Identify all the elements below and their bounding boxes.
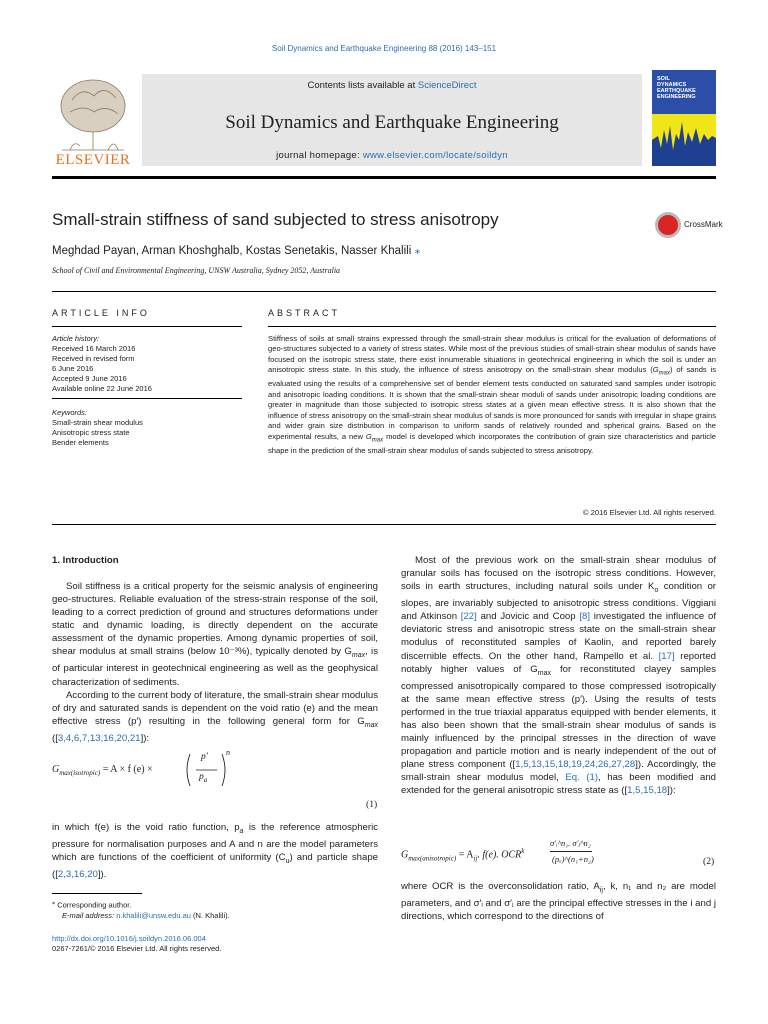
paragraph	[52, 821, 378, 881]
article-title: Small-strain stiffness of sand subjected to stress anisotropy	[52, 210, 499, 229]
text-run: Most of the previous work on the small-strain shear modulus of granular soils has focused on the isotropic stress conditions. However, soils in earth structures, including natural soils under K	[401, 555, 716, 593]
keyword-item: Small-strain shear modulus	[52, 418, 143, 427]
paragraph	[401, 554, 716, 798]
citation-link[interactable]: 3,4,6,7,13,16,20,21	[57, 732, 141, 744]
paragraph	[52, 689, 378, 745]
equation-2-number: (2)	[703, 856, 715, 867]
citation-link[interactable]: 1,5,13,15,18,19,24,26,27,28	[515, 759, 636, 771]
text-run: ) and particle shape ([	[52, 852, 378, 881]
journal-title: Soil Dynamics and Earthquake Engineering	[225, 112, 559, 133]
gmax-symbol: G	[652, 365, 659, 375]
cover-title-line: SOIL	[657, 76, 670, 82]
email-link[interactable]: n.khalili@unsw.edu.au	[116, 910, 191, 920]
doi-link[interactable]: http://dx.doi.org/10.1016/j.soildyn.2016.06.004	[52, 934, 206, 943]
gmax-symbol: G	[365, 431, 372, 441]
text-run: , k, n₁ and n₂ are model parameters, and σ′ᵢ and σ′ⱼ are the principal effective stresses in the i and j directions, which correspond to the directions of	[401, 881, 716, 923]
eq2-fraction-bar	[550, 851, 592, 852]
journal-cover-thumbnail	[652, 70, 716, 166]
eq1-denominator	[199, 772, 207, 784]
info-top-rule	[52, 326, 242, 327]
contents-line	[142, 80, 642, 91]
rights-line: 0267-7261/© 2016 Elsevier Ltd. All rights reserved.	[52, 944, 222, 953]
text-run: is the reference atmospheric pressure for normalisation purposes and A and n are the model parameters which are functions of the coefficient of uniformity (C	[52, 822, 378, 864]
text-run: ]):	[667, 785, 676, 797]
citation-link[interactable]: [8]	[579, 611, 591, 623]
text-run: ij	[599, 886, 603, 894]
text-run: investigated the influence of deviatoric stress and anisotropic stress state on the small-strain shear modulus of reconstituted samples of Kaolin, and reported barely discernible effects. On the other hand, Rampello et al.	[401, 611, 716, 662]
eq-rhs: = A × f (e) ×	[102, 764, 153, 775]
abstract-copyright: © 2016 Elsevier Ltd. All rights reserved.	[582, 508, 716, 517]
eq-subscript: max(anisotropic)	[408, 854, 457, 863]
equation-1-number: (1)	[366, 799, 378, 810]
text-run: condition or slopes, are invariably subjected to anisotropic stress conditions. Viggiani and Atkinson	[401, 581, 716, 623]
abstract-bottom-rule	[52, 524, 716, 525]
equation-1	[52, 764, 153, 777]
abstract-text	[268, 334, 716, 456]
text-run: , has been modified and extended for the general anisotropic stress state as ([	[401, 772, 716, 797]
corresponding-author-mark[interactable]: ⁎	[414, 245, 421, 257]
text-run: ]). Accordingly, the small-strain shear modulus model,	[401, 759, 716, 784]
eq-symbol: G	[52, 764, 60, 775]
keywords-label: Keywords:	[52, 408, 88, 417]
journal-banner	[142, 74, 642, 166]
homepage-link[interactable]: www.elsevier.com/locate/soildyn	[362, 150, 508, 161]
eq-subscript: ij	[473, 854, 478, 863]
footnote-mark: ⁎	[52, 899, 56, 906]
eq-symbol: G	[401, 849, 409, 861]
masthead-rule	[52, 176, 716, 179]
section-heading-introduction: 1. Introduction	[52, 555, 119, 566]
equation-link[interactable]: Eq. (1)	[565, 772, 599, 784]
text-run: ]).	[97, 869, 107, 881]
author-list	[52, 243, 420, 257]
paragraph	[52, 580, 378, 689]
crossmark-badge[interactable]	[655, 212, 723, 240]
text-run: ([	[52, 732, 58, 744]
text-run: in which f(e) is the void ratio function, p	[52, 822, 240, 833]
homepage-prefix: journal homepage:	[276, 150, 363, 161]
eq-rhs: . f(e). OCR	[477, 849, 522, 861]
footnote-email	[52, 911, 230, 921]
crossmark-label: CrossMark	[684, 220, 723, 229]
sciencedirect-link[interactable]: ScienceDirect	[417, 80, 477, 91]
text-run: ]):	[140, 732, 150, 744]
history-item: Received in revised form	[52, 354, 135, 363]
gmax-subscript: max	[658, 370, 670, 377]
eq2-denominator: (pₐ)^(n₁+n₂)	[552, 854, 594, 864]
text-run: o	[654, 587, 659, 595]
paragraph	[401, 880, 716, 923]
eq-symbol: p	[199, 772, 204, 782]
crossmark-icon	[655, 212, 681, 238]
text-run: where OCR is the overconsolidation ratio, A	[401, 881, 600, 892]
eq1-numerator: p′	[201, 752, 208, 762]
abstract-heading: ABSTRACT	[268, 308, 341, 318]
right-column-top	[401, 554, 716, 798]
affiliation: School of Civil and Environmental Engineering, UNSW Australia, Sydney 2052, Australia	[52, 266, 341, 275]
info-divider	[52, 398, 242, 408]
citation-link[interactable]: 2,3,16,20	[57, 869, 98, 881]
history-item: Available online 22 June 2016	[52, 384, 152, 393]
text-run: , is of particular interest in geotechnical engineering as well as the geophysical characterization of sediments.	[52, 646, 378, 688]
cover-title-line: EARTHQUAKE	[657, 88, 696, 94]
text-run: reported notably higher values of G	[401, 650, 716, 675]
title-rule	[52, 291, 716, 292]
gmax-subscript: max	[371, 437, 384, 444]
cover-title-line: DYNAMICS	[657, 82, 687, 88]
equation-2	[401, 847, 524, 862]
footnote-rule	[52, 893, 142, 894]
left-column-bottom	[52, 821, 378, 881]
article-info-heading: ARTICLE INFO	[52, 308, 150, 318]
keyword-item: Bender elements	[52, 438, 109, 447]
citation-link[interactable]: 1,5,15,18	[627, 785, 668, 797]
cover-title	[657, 76, 696, 100]
homepage-line	[142, 150, 642, 161]
citation-link[interactable]: [22]	[460, 611, 477, 623]
footnote-corresponding	[52, 898, 230, 911]
history-item: Accepted 9 June 2016	[52, 374, 127, 383]
journal-reference[interactable]: Soil Dynamics and Earthquake Engineering 88 (2016) 143–151	[271, 44, 497, 53]
text-run: max	[351, 652, 366, 660]
eq-subscript: max(isotropic)	[59, 769, 101, 777]
keyword-item: Anisotropic stress state	[52, 428, 130, 437]
abstract-part: ) of sands is evaluated using the results of a comprehensive set of bender element tests conducted on saturated sand samples under isotropic and anisotropic loading conditions. It is shown that the small-strain shear moduli of sands under anisotropic loading conditions are greater in magnitude than those subjected to isotropic stress states at a given mean effective stress. It is also shown that the influence of stress anisotropy on the small-strain shear modulus of sands is more pronounced for sands with irregular in shape grains and wider grain size distribution in comparison to uniform sands of relatively rounded and spherical grains. Based on the experimental results, a new	[268, 365, 716, 441]
eq2-numerator: σ′ᵢ^n₁. σ′ⱼ^n₂	[550, 838, 591, 848]
email-suffix: (N. Khalili).	[190, 910, 230, 920]
text-run: Soil stiffness is a critical property for the seismic analysis of engineering geo-structures. Reliable evaluation of the stress-strain response of the soil, leading to a correct prediction of ground and structures deformations under static and dynamic loading, is directly dependent on the accurate assessment of the dynamic properties. Among dynamic properties of soil, shear modulus at small strains (below 10⁻³%), typically denoted by G	[52, 581, 378, 658]
authors-text: Meghdad Payan, Arman Khoshghalb, Kostas Senetakis, Nasser Khalili	[52, 245, 412, 257]
eq-exponent: k	[521, 847, 525, 855]
eq1-exponent: n	[226, 748, 230, 757]
text-run: max	[364, 721, 378, 729]
footnote	[52, 898, 230, 921]
eq-subscript: a	[203, 775, 208, 784]
abstract-top-rule	[268, 326, 716, 327]
text-run: max	[537, 669, 551, 677]
contents-prefix: Contents lists available at	[307, 80, 418, 91]
history-label: Article history:	[52, 334, 100, 343]
right-column-bottom	[401, 880, 716, 923]
history-item: 6 June 2016	[52, 364, 94, 373]
eq-rhs: = A	[458, 849, 474, 861]
elsevier-wordmark: ELSEVIER	[55, 152, 131, 168]
text-run: and Jovicic and Coop	[476, 611, 580, 623]
text-run: According to the current body of literature, the small-strain shear modulus of dry and saturated sands is dependent on the void ratio (e) and the mean effective stress (p′) resulting in the following general form for G	[52, 689, 378, 727]
email-label: E-mail address:	[62, 910, 117, 920]
cover-title-line: ENGINEERING	[657, 94, 696, 100]
abstract-part: Stiffness of soils at small strains expressed through the small-strain shear modulus is critical for the evaluation of deformations of geo-structures subjected to a variety of stress states. While most of the previous studies of small-strain shear modulus of sands have focused on the isotropic stress state, there exist innumerable situations in geotechnical engineering in which the soil is under an anisotropic stress state. In this study, the influence of stress anisotropy on the small-strain shear modulus (	[268, 334, 716, 375]
citation-link[interactable]: [17]	[658, 650, 675, 662]
article-info	[52, 334, 242, 448]
abstract-part: model is developed which incorporates the contribution of grain size characteristics and particle shape in the prediction of the small-strain shear modulus of sands subjected to stress anisotropy.	[268, 431, 717, 455]
history-item: Received 16 March 2016	[52, 344, 136, 353]
left-column-top	[52, 580, 378, 745]
footnote-text: Corresponding author.	[57, 900, 132, 910]
text-run: a	[239, 827, 244, 835]
doi-block	[52, 934, 221, 954]
text-run: for reconstituted clayey samples compressed anisotropically compared to those compressed isotropically at the same mean effective stress (p′). Using the results of tests performed in the true triaxial apparatus equipped with bender elements, it has also been shown that the small-strain shear modulus of sands is mainly influenced by the principal stresses in the direction of wave propagation and particle motion and is nearly independent of the out of plane stress component ([	[401, 663, 716, 771]
text-run: u	[285, 858, 290, 865]
masthead	[52, 70, 716, 170]
